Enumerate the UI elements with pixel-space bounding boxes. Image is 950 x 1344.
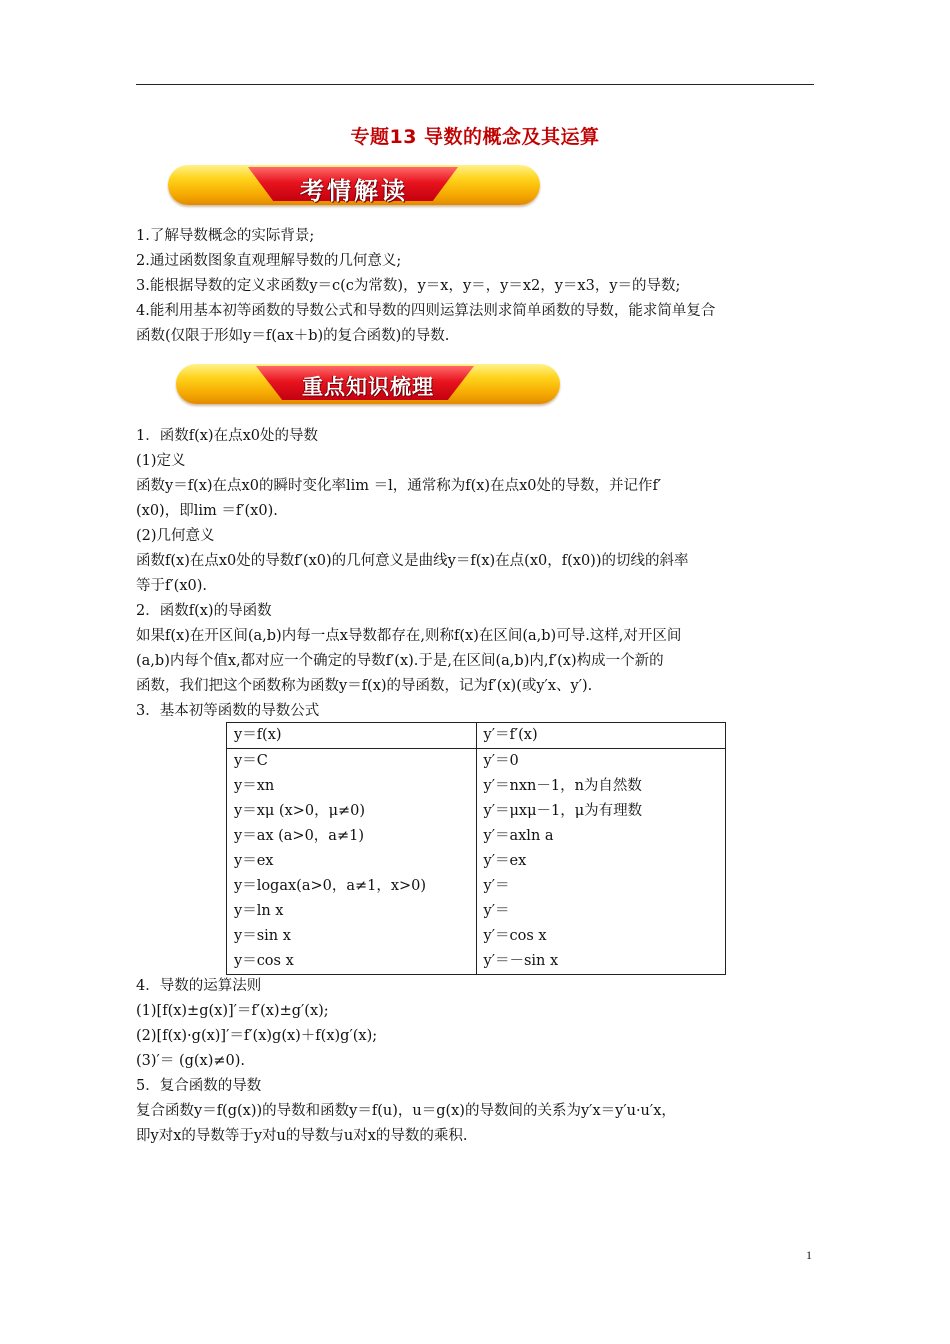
table-row [227, 799, 726, 824]
rule-line: (2)[f(x)·g(x)]′＝f′(x)g(x)＋f(x)g′(x); [136, 1028, 378, 1044]
table-cell: y＝cos x [227, 949, 477, 975]
table-row [227, 874, 726, 899]
derivative-formula-table [226, 722, 726, 975]
table-cell: y′＝－sin x [476, 949, 726, 975]
list-item: 4.能利用基本初等函数的导数公式和导数的四则运算法则求简单函数的导数，能求简单复合 [136, 303, 716, 319]
table-cell: y′＝0 [476, 749, 726, 775]
table-cell: y＝logax(a>0，a≠1，x>0) [227, 874, 477, 899]
table-header-row [227, 723, 726, 749]
list-item: 1.了解导数概念的实际背景; [136, 228, 315, 244]
table-cell: y′＝ [476, 874, 726, 899]
list-item: 3.能根据导数的定义求函数y＝c(c为常数)，y＝x，y＝，y＝x2，y＝x3，y＝的导数; [136, 278, 681, 294]
table-cell: y＝ln x [227, 899, 477, 924]
table-cell: y＝C [227, 749, 477, 775]
document-title: 专题13 导数的概念及其运算 [350, 126, 600, 148]
paragraph-line: 即y对x的导数等于y对u的导数与u对x的导数的乘积. [136, 1128, 468, 1144]
rule-line: (1)[f(x)±g(x)]′＝f′(x)±g′(x); [136, 1003, 329, 1019]
table-cell: y＝xn [227, 774, 477, 799]
table-cell: y′＝nxn－1，n为自然数 [476, 774, 726, 799]
table-row [227, 824, 726, 849]
page-number: 1 [806, 1248, 812, 1262]
table-cell: y＝ax (a>0，a≠1) [227, 824, 477, 849]
section-heading: 3．基本初等函数的导数公式 [136, 703, 320, 719]
table-row [227, 949, 726, 975]
banner-label: 重点知识梳理 [302, 375, 434, 399]
table-cell: y＝ex [227, 849, 477, 874]
paragraph-line: 函数y＝f(x)在点x0的瞬时变化率lim ＝l，通常称为f(x)在点x0处的导数，并记作f′ [136, 478, 662, 494]
paragraph-line: 等于f′(x0). [136, 578, 207, 594]
banner-kaoqing [168, 165, 540, 205]
subsection-heading: (2)几何意义 [136, 528, 215, 544]
banner-zhongdian [176, 364, 560, 404]
table-row [227, 749, 726, 775]
paragraph-line: (x0)，即lim ＝f′(x0). [136, 503, 278, 519]
table-cell: y′＝cos x [476, 924, 726, 949]
banner-label: 考情解读 [300, 177, 408, 205]
table-cell: y′＝ex [476, 849, 726, 874]
table-cell: y＝sin x [227, 924, 477, 949]
table-cell: y′＝axln a [476, 824, 726, 849]
paragraph-line: 如果f(x)在开区间(a,b)内每一点x导数都存在,则称f(x)在区间(a,b)可导.这样,对开区间 [136, 628, 682, 644]
table-row [227, 774, 726, 799]
list-item: 2.通过函数图象直观理解导数的几何意义; [136, 253, 402, 269]
header-rule [136, 84, 814, 85]
rule-line: (3)′＝ (g(x)≠0). [136, 1053, 246, 1069]
table-cell: y＝xμ (x>0，μ≠0) [227, 799, 477, 824]
section-heading: 5．复合函数的导数 [136, 1078, 262, 1094]
section-heading: 1．函数f(x)在点x0处的导数 [136, 428, 318, 444]
table-row [227, 899, 726, 924]
table-cell: y′＝μxμ－1，μ为有理数 [476, 799, 726, 824]
table-row [227, 924, 726, 949]
table-row [227, 849, 726, 874]
table-header-cell: y′＝f′(x) [476, 723, 726, 749]
paragraph-line: (a,b)内每个值x,都对应一个确定的导数f′(x).于是,在区间(a,b)内,f′(x)构成一个新的 [136, 653, 664, 669]
subsection-heading: (1)定义 [136, 453, 186, 469]
section-heading: 4．导数的运算法则 [136, 978, 262, 994]
table-cell: y′＝ [476, 899, 726, 924]
section-heading: 2．函数f(x)的导函数 [136, 603, 272, 619]
paragraph-line: 函数f(x)在点x0处的导数f′(x0)的几何意义是曲线y＝f(x)在点(x0，f(x0))的切线的斜率 [136, 553, 689, 569]
list-item: 函数(仅限于形如y＝f(ax＋b)的复合函数)的导数. [136, 328, 450, 344]
paragraph-line: 复合函数y＝f(g(x))的导数和函数y＝f(u)，u＝g(x)的导数间的关系为y′x＝y′u·u′x， [136, 1103, 676, 1119]
table-header-cell: y＝f(x) [227, 723, 477, 749]
paragraph-line: 函数，我们把这个函数称为函数y＝f(x)的导函数，记为f′(x)(或y′x、y′). [136, 678, 593, 694]
